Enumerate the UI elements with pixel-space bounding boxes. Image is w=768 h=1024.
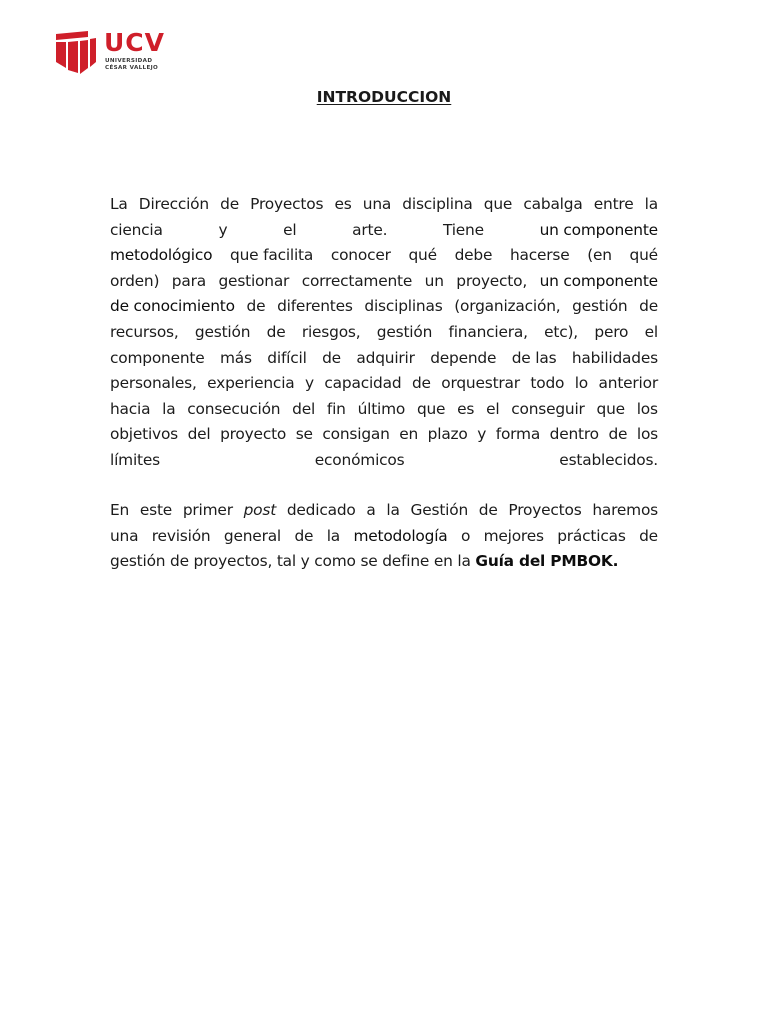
word: la [326, 526, 341, 545]
text-run: gestión de proyectos, tal y como se define en la [110, 552, 476, 571]
word: económicos [314, 450, 405, 469]
paragraph-line [110, 524, 658, 550]
word: los [636, 425, 658, 444]
word: a [366, 501, 376, 519]
paragraph-line [110, 346, 658, 372]
word: proyecto, [456, 271, 528, 290]
word: de [411, 374, 431, 393]
word: general [223, 526, 282, 545]
word: hacerse [509, 246, 570, 265]
word: en [399, 425, 419, 444]
word: y [305, 374, 314, 393]
word: conocer [330, 246, 391, 265]
word: la [386, 501, 400, 519]
university-logo [54, 30, 166, 76]
paragraph-line [110, 192, 658, 218]
word: se [295, 425, 313, 444]
word: La [110, 195, 128, 213]
paragraph-line [110, 422, 658, 448]
word: del [187, 425, 211, 444]
word: para [171, 271, 206, 290]
word: capacidad [324, 374, 402, 393]
paragraph-line [110, 243, 658, 269]
word: gestión [376, 322, 433, 341]
word: arte. [352, 220, 388, 239]
paragraph-line [110, 320, 658, 346]
word: revisión [151, 526, 211, 545]
word: que facilita [230, 246, 314, 265]
word: de las [511, 348, 557, 367]
word: qué [408, 246, 437, 265]
word: componente [110, 348, 205, 367]
word: disciplinas [364, 297, 443, 316]
word: entre [593, 195, 634, 213]
paragraph-line [110, 448, 658, 474]
word: lo [574, 374, 589, 393]
word: último [357, 399, 406, 418]
word: que [416, 399, 446, 418]
word: más [220, 348, 252, 367]
word: dentro [549, 425, 599, 444]
word: Proyectos [508, 501, 582, 519]
word: etc), [544, 322, 579, 341]
word: adquirir [356, 348, 415, 367]
word: mejores [483, 526, 544, 545]
word: prácticas [557, 526, 626, 545]
word: de [608, 425, 628, 444]
word: consecución [187, 399, 281, 418]
word: y [477, 425, 487, 444]
word: los [636, 399, 658, 418]
italic-post: post [243, 501, 277, 519]
word: Tiene [442, 220, 484, 239]
ucv-emblem-icon [54, 30, 100, 76]
word: Proyectos [250, 195, 324, 213]
word: experiencia [207, 374, 295, 393]
highlight-component-link: un componente [539, 220, 658, 239]
word: (organización, [454, 297, 561, 316]
word: de [246, 297, 266, 316]
paragraph-line [110, 294, 658, 320]
word: la [162, 399, 176, 418]
pmbok-guide-reference: Guía del PMBOK. [475, 552, 619, 571]
word: debe [454, 246, 493, 265]
paragraph-line [110, 218, 658, 244]
paragraph-1 [110, 192, 658, 474]
word: anterior [598, 374, 658, 393]
word: la [644, 195, 658, 213]
word: primer [182, 501, 233, 519]
word: correctamente [301, 271, 413, 290]
word: ciencia [110, 220, 163, 239]
word: riesgos, [301, 322, 361, 341]
word: y [218, 220, 228, 239]
word: un [424, 271, 444, 290]
word: este [139, 501, 173, 519]
word: orden) [110, 271, 160, 290]
word: Dirección [138, 195, 209, 213]
word: forma [495, 425, 541, 444]
word: que [596, 399, 625, 418]
word: hacia [110, 399, 151, 418]
highlight-methodological: metodológico [110, 246, 213, 265]
word: todo [530, 374, 565, 393]
word: de [322, 348, 341, 367]
logo-subtitle-line2: CÉSAR VALLEJO [105, 65, 159, 71]
word: recursos, [110, 322, 179, 341]
word: el [644, 322, 658, 341]
word: proyecto [220, 425, 287, 444]
word: de [266, 322, 286, 341]
word: habilidades [571, 348, 658, 367]
word: conseguir [511, 399, 585, 418]
word: En [110, 501, 130, 519]
word: establecidos. [559, 450, 658, 469]
paragraph-line [110, 498, 658, 524]
word: pero [594, 322, 629, 341]
word: de [478, 501, 498, 519]
highlight-knowledge: de conocimiento [110, 297, 235, 316]
highlight-methodology: metodología [353, 526, 448, 545]
page-title: INTRODUCCION [316, 88, 452, 106]
word: que [483, 195, 513, 213]
word: gestión [194, 322, 251, 341]
word: es [334, 195, 352, 213]
word: diferentes [277, 297, 353, 316]
paragraph-2 [110, 498, 658, 575]
word: haremos [592, 501, 658, 519]
word: personales, [110, 374, 197, 393]
word: qué [629, 246, 658, 265]
paragraph-line [110, 371, 658, 397]
word: el [486, 399, 500, 418]
word: objetivos [110, 425, 178, 444]
paragraph-line [110, 269, 658, 295]
logo-subtitle-line1: UNIVERSIDAD [105, 58, 153, 64]
word: gestionar [218, 271, 290, 290]
paragraph-line [110, 549, 658, 575]
word: una [110, 526, 139, 545]
word: cabalga [523, 195, 583, 213]
word: es [457, 399, 475, 418]
word: fin [326, 399, 346, 418]
word: (en [587, 246, 612, 265]
word: de [220, 195, 239, 213]
word: difícil [267, 348, 307, 367]
word: el [283, 220, 297, 239]
word: plazo [427, 425, 468, 444]
highlight-knowledge-component: un componente [539, 271, 658, 290]
word: dedicado [286, 501, 356, 519]
word: consigan [322, 425, 390, 444]
word: orquestrar [441, 374, 520, 393]
word: o [460, 526, 471, 545]
word: gestión [572, 297, 628, 316]
word: financiera, [448, 322, 528, 341]
word: de [294, 526, 314, 545]
paragraph-line [110, 397, 658, 423]
word: límites [110, 450, 160, 469]
word: de [639, 297, 658, 316]
word: depende [430, 348, 497, 367]
word: Gestión [410, 501, 468, 519]
word: de [639, 526, 658, 545]
word: una [362, 195, 392, 213]
word: disciplina [402, 195, 473, 213]
word: del [292, 399, 316, 418]
logo-name: UCV [104, 28, 165, 57]
